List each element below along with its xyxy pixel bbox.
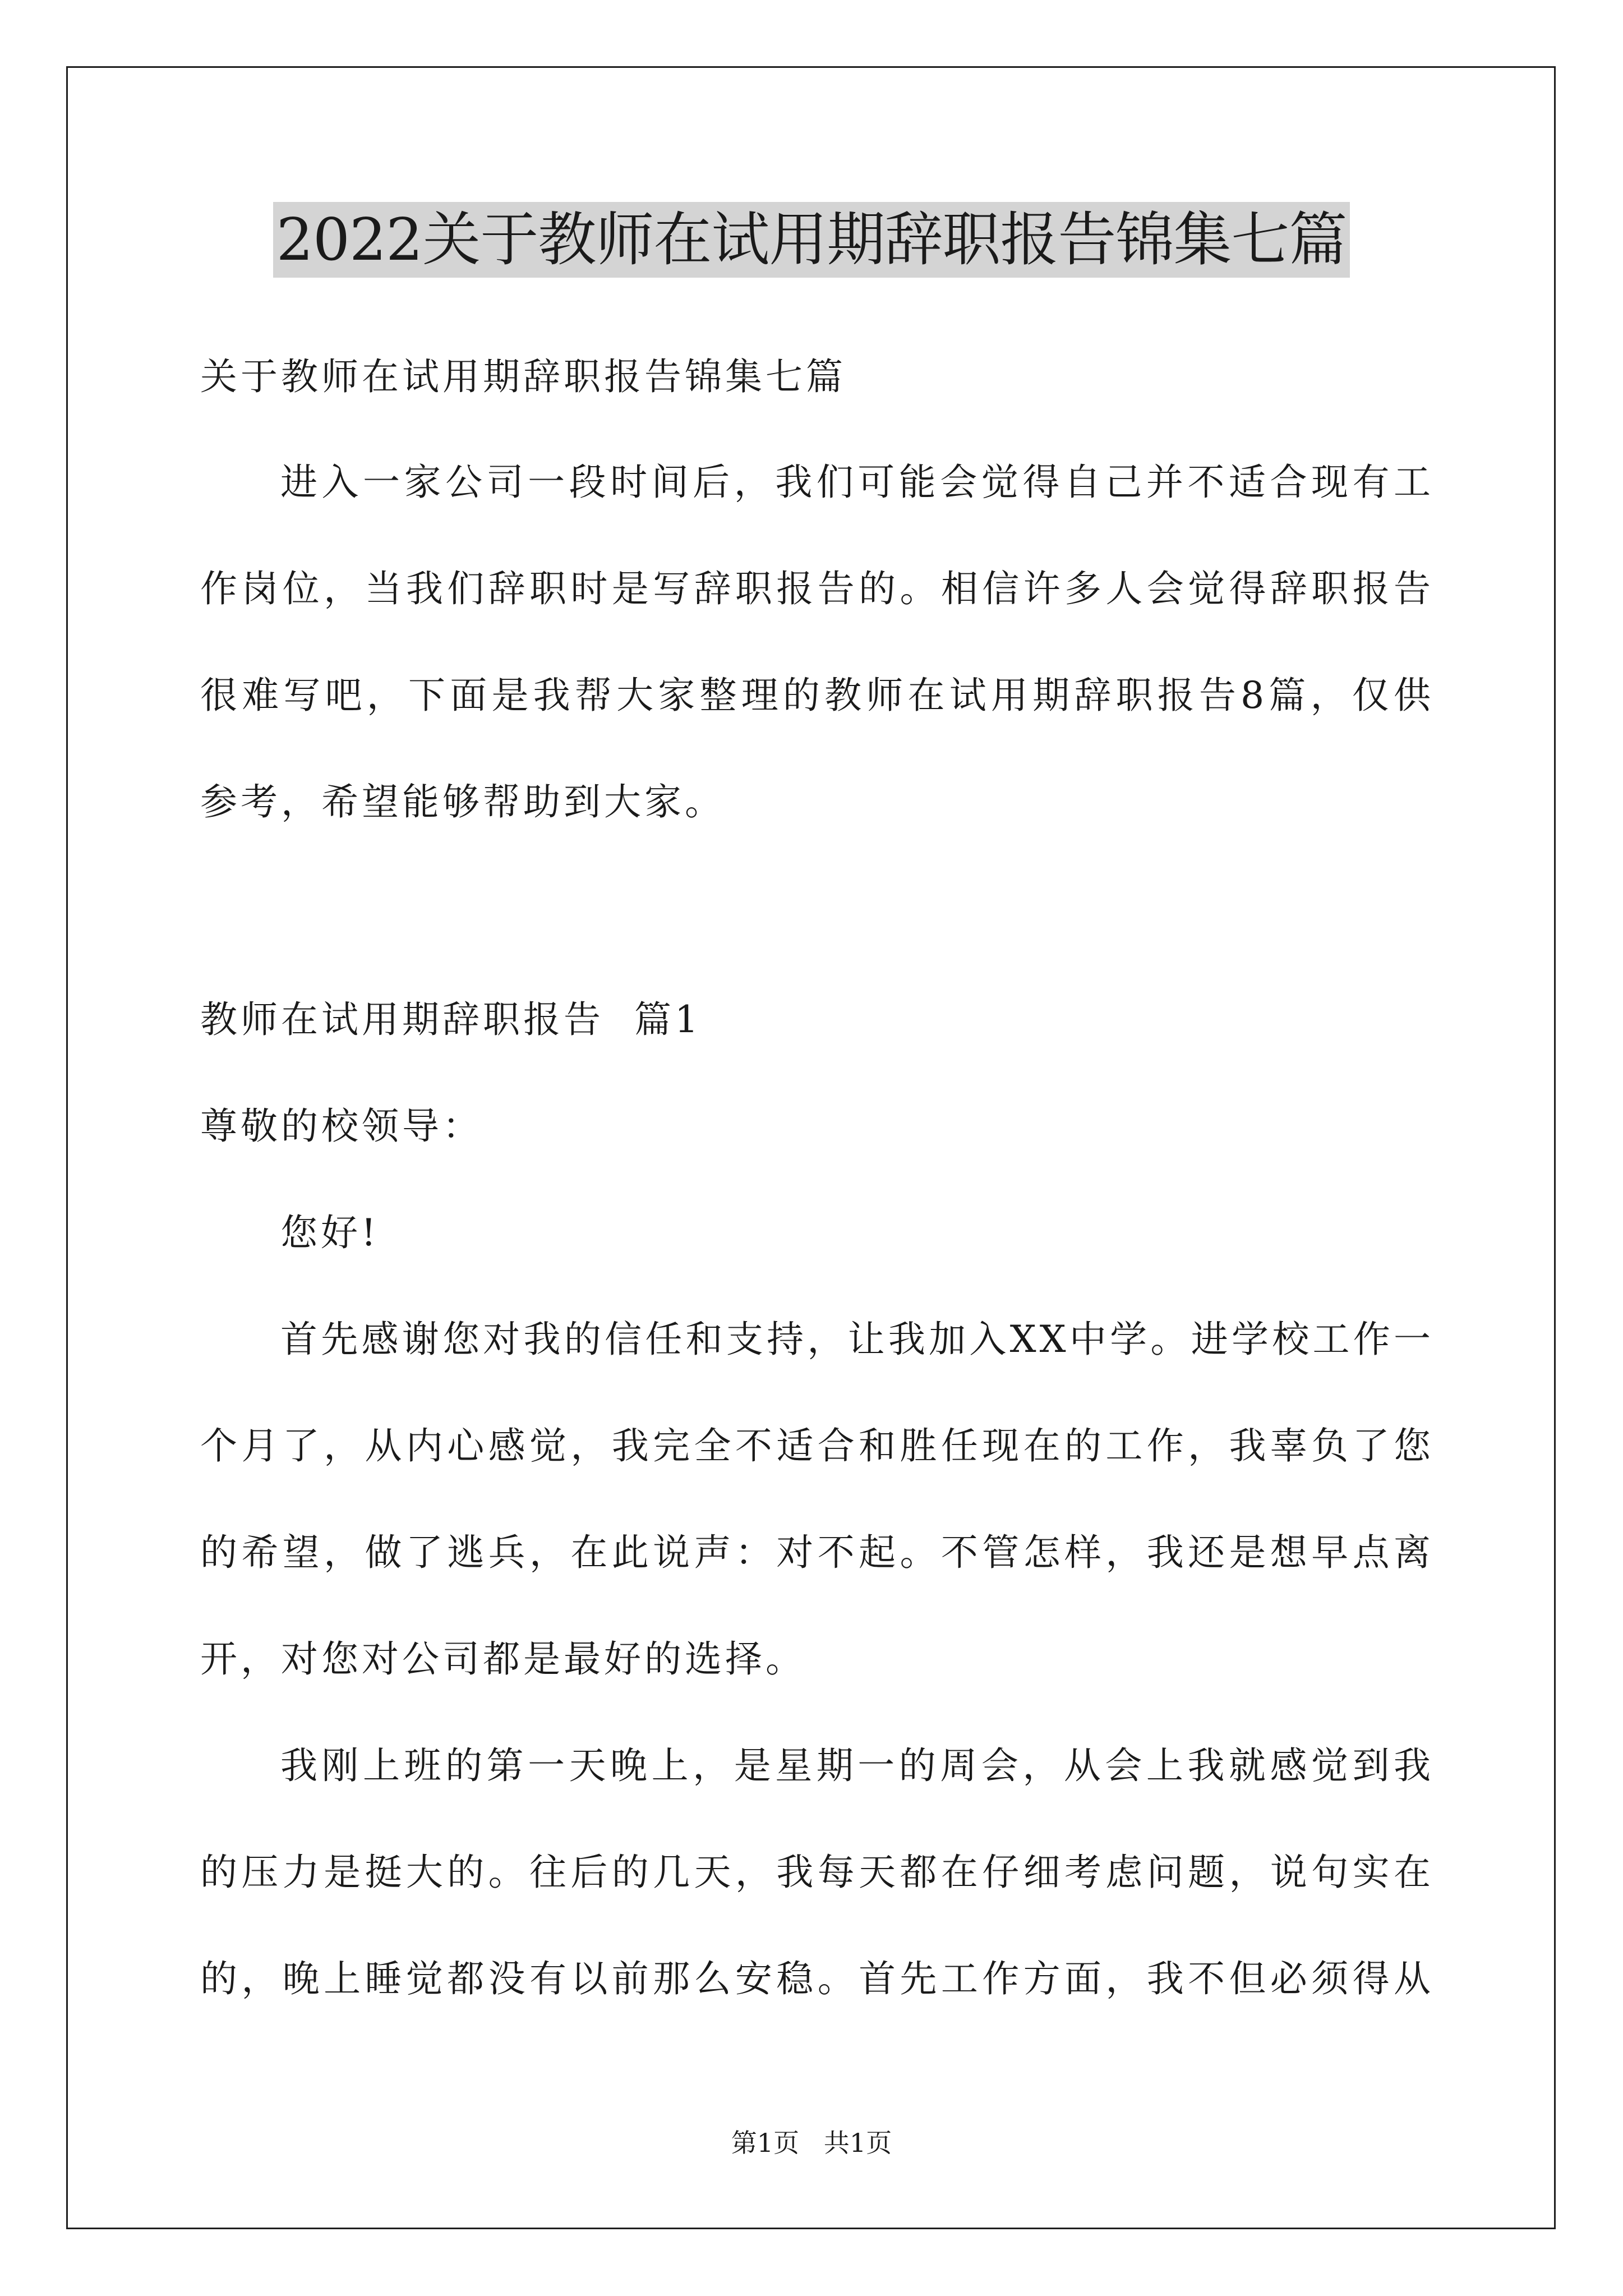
intro-line-2: 作岗位，当我们辞职时是写辞职报告的。相信许多人会觉得辞职报告 [200,567,1434,610]
page-footer: 第1页 共1页 [731,2128,892,2158]
greeting: 您好! [280,1211,380,1254]
intro-line-1: 进入一家公司一段时间后，我们可能会觉得自己并不适合现有工 [280,461,1434,504]
para1-line-3: 的希望，做了逃兵，在此说声：对不起。不管怎样，我还是想早点离 [200,1531,1434,1574]
para2-line-3: 的，晚上睡觉都没有以前那么安稳。首先工作方面，我不但必须得从 [200,1957,1434,2000]
subtitle: 关于教师在试用期辞职报告锦集七篇 [200,355,846,398]
para1-line-4: 开，对您对公司都是最好的选择。 [200,1637,806,1681]
salutation: 尊敬的校领导： [200,1105,483,1148]
para1-line-1: 首先感谢您对我的信任和支持，让我加入XX中学。进学校工作一 [280,1318,1434,1361]
intro-line-4: 参考，希望能够帮助到大家。 [200,780,725,823]
document-title: 2022关于教师在试用期辞职报告锦集七篇 [273,202,1350,278]
para2-line-2: 的压力是挺大的。往后的几天，我每天都在仔细考虑问题，说句实在 [200,1851,1434,1894]
title-container [0,202,1623,278]
para1-line-2: 个月了，从内心感觉，我完全不适合和胜任现在的工作，我辜负了您 [200,1424,1434,1467]
para2-line-1: 我刚上班的第一天晚上，是星期一的周会，从会上我就感觉到我 [280,1744,1434,1787]
intro-line-3: 很难写吧，下面是我帮大家整理的教师在试用期辞职报告8篇，仅供 [200,674,1434,717]
section-heading: 教师在试用期辞职报告 篇1 [200,998,702,1041]
